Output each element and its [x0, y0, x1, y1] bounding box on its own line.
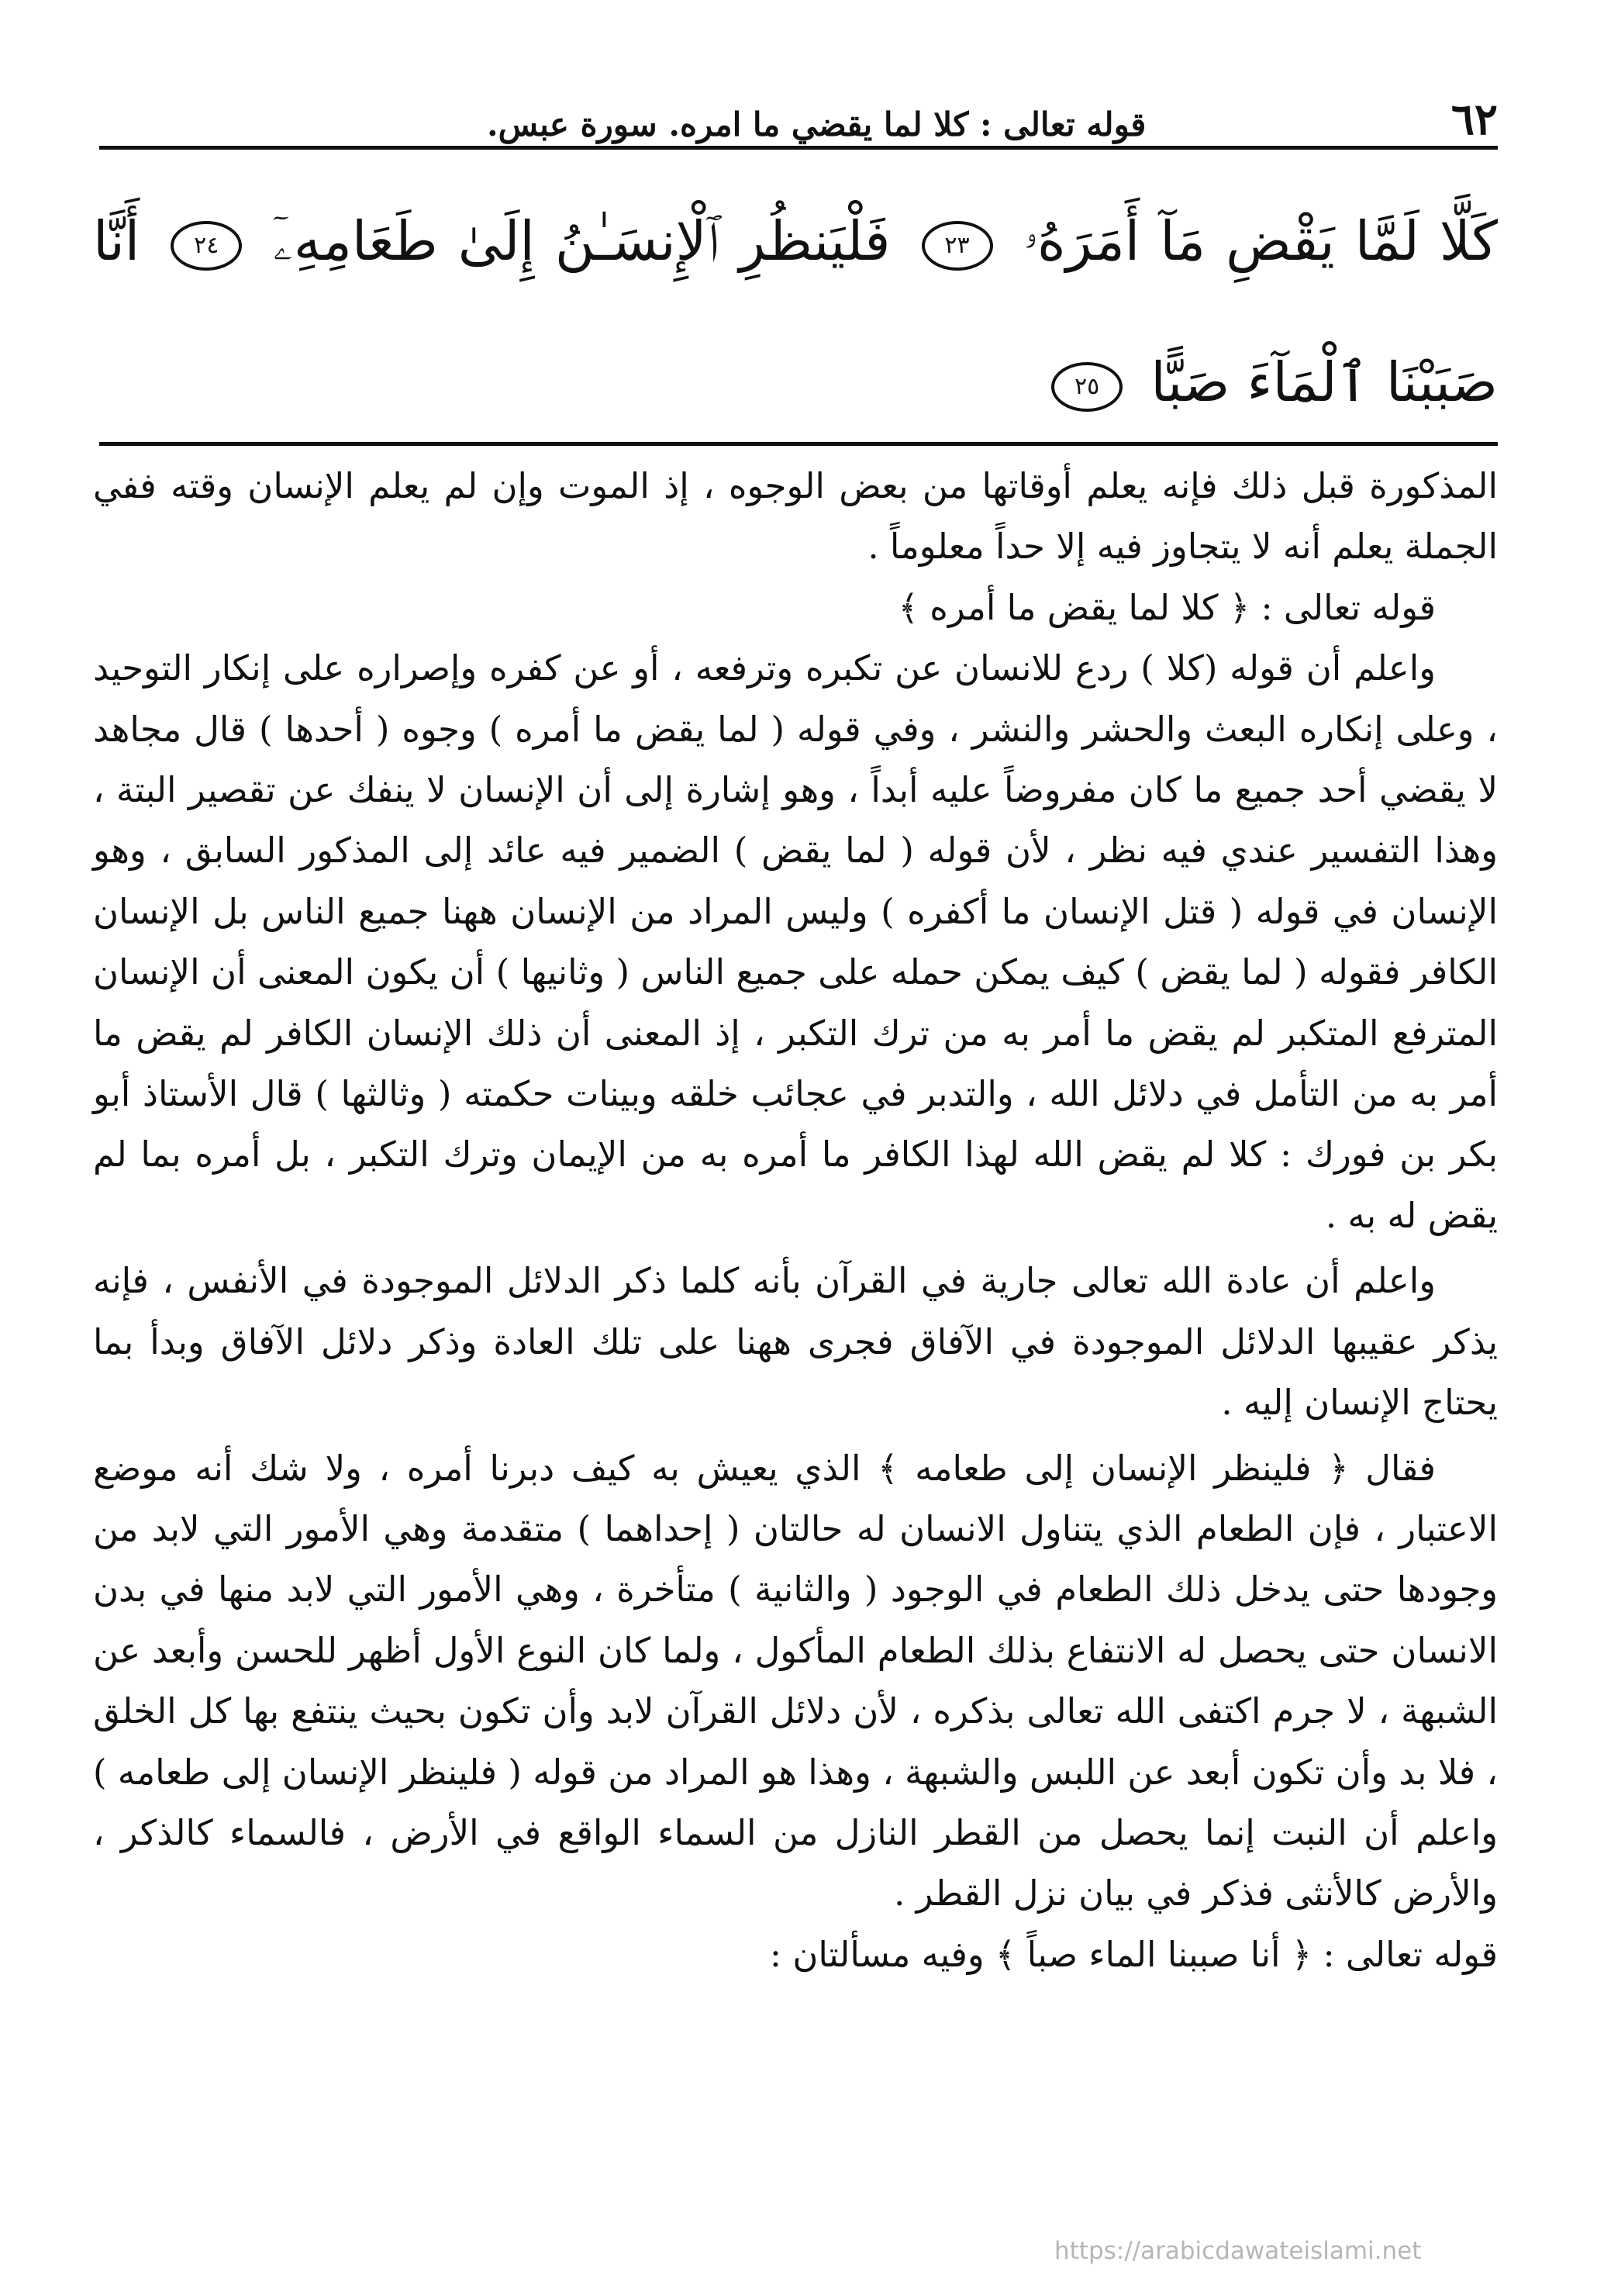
paragraph: واعلم أن عادة الله تعالى جارية في القرآن بأنه كلما ذكر الدلائل الموجودة في الأنفس ، فإنه يذكر عقيبها الدلائل الموجودة في الآفاق فجرى ههنا على تلك العادة وذكر دلائل الآفاق وبدأ بما يحتاج الإنسان إليه .	[93, 1260, 1498, 1424]
page-number: ٦٢	[1450, 94, 1498, 145]
running-title: قوله تعالى : كلا لما يقضي ما امره. سورة عبس.	[487, 105, 1147, 143]
watermark-url: https://arabicdawateislami.net	[1054, 2237, 1422, 2265]
paragraph: فقال ﴿ فلينظر الإنسان إلى طعامه ﴾ الذي يعيش به كيف دبرنا أمره ، ولا شك أنه موضع الاعتبار ، فإن الطعام الذي يتناول الانسان له حالتان ( إحداهما ) متقدمة وهي الأمور التي لابد من وجودها حتى يدخل ذلك الطعام في الوجود ( والثانية ) متأخرة ، وهي الأمور التي لابد منها في بدن الانسان حتى يحصل له الانتفاع بذلك الطعام المأكول ، ولما كان النوع الأول أظهر للحسن وأبعد عن الشبهة ، لا جرم اكتفى الله تعالى بذكره ، لأن دلائل القرآن لابد وأن تكون بحيث ينتفع بها كل الخلق ، فلا بد وأن تكون أبعد عن اللبس والشبهة ، وهذا هو المراد من قوله ( فلينظر الإنسان إلى طعامه ) واعلم أن النبت إنما يحصل من القطر النازل من السماء الواقع في الأرض ، فالسماء كالذكر ، والأرض كالأنثى فذكر في بيان نزل القطر .	[93, 1447, 1498, 1914]
paragraph: واعلم أن قوله (كلا ) ردع للانسان عن تكبره وترفعه ، أو عن كفره وإصراره على إنكار التوحيد ، وعلى إنكاره البعث والحشر والنشر ، وفي قوله ( لما يقض ما أمره ) وجوه ( أحدها ) قال مجاهد لا يقضي أحد جميع ما كان مفروضاً عليه أبداً ، وهو إشارة إلى أن الإنسان لا ينفك عن تقصير البتة ، وهذا التفسير عندي فيه نظر ، لأن قوله ( لما يقض ) الضمير فيه عائد إلى المذكور السابق ، وهو الإنسان في قوله ( قتل الإنسان ما أكفره ) وليس المراد من الإنسان ههنا جميع الناس بل الإنسان الكافر فقوله ( لما يقض ) كيف يمكن حمله على جميع الناس ( وثانيها ) أن يكون المعنى أن الإنسان المترفع المتكبر لم يقض ما أمر به من ترك التكبر ، إذ المعنى أن ذلك الإنسان الكافر لم يقض ما أمر به من التأمل في دلائل الله ، والتدبر في عجائب خلقه وبينات حكمته ( وثالثها ) قال الأستاذ أبو بكر بن فورك : كلا لم يقض الله لهذا الكافر ما أمره به من الإيمان وترك التكبر ، بل أمره بما لم يقض له به .	[93, 647, 1498, 1236]
header-rule	[99, 146, 1498, 150]
commentary-text	[93, 456, 1498, 1985]
page-header	[99, 78, 1498, 145]
ayah-number-marker: ٢٤	[171, 221, 242, 271]
verses-rule	[99, 442, 1498, 446]
paragraph: المذكورة قبل ذلك فإنه يعلم أوقاتها من بعض الوجوه ، إذ الموت وإن لم يعلم الإنسان وقته ففي الجملة يعلم أنه لا يتجاوز فيه إلا حداً معلوماً .	[93, 465, 1498, 568]
quran-verses	[93, 171, 1498, 453]
verse-25-text: أَنَّا صَبَبْنَا ٱلْمَآءَ صَبًّا	[93, 209, 1498, 414]
verse-heading: قوله تعالى : ﴿ كلا لما يقض ما أمره ﴾	[898, 586, 1436, 628]
verse-heading: قوله تعالى : ﴿ أنا صببنا الماء صباً ﴾ وفيه مسألتان :	[769, 1933, 1498, 1975]
verse-24-text: فَلْيَنظُرِ ٱلْإِنسَـٰنُ إِلَىٰ طَعَامِهِۦٓ	[273, 209, 891, 273]
ayah-number-marker: ٢٥	[1051, 362, 1123, 412]
verse-23-text: كَلَّا لَمَّا يَقْضِ مَآ أَمَرَهُۥ	[1023, 209, 1498, 273]
ayah-number-marker: ٢٣	[922, 221, 993, 271]
